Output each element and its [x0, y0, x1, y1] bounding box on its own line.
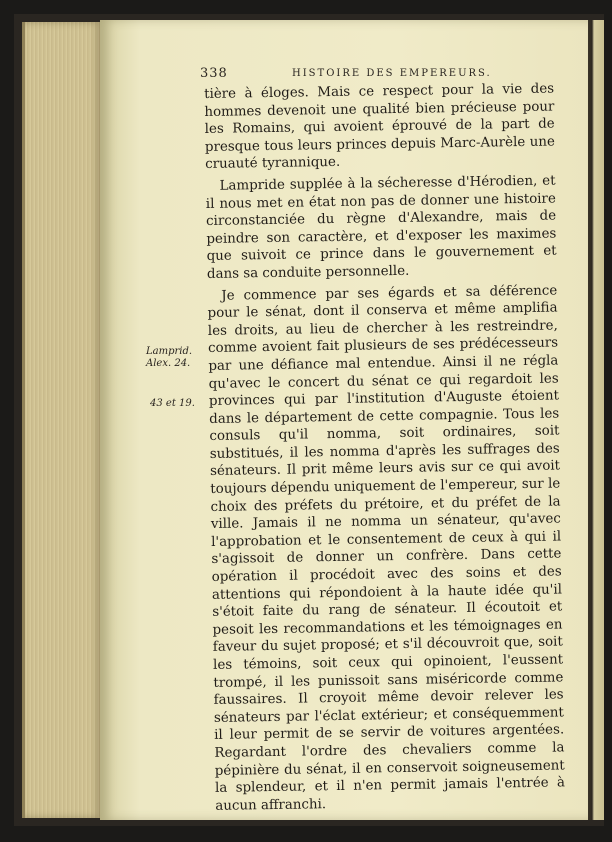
paragraph: Je commence par ses égards et sa déférence pour le sénat, dont il conserva et même amplifia les droits, au lieu de chercher à les restreindre, comme avoient fait plusieurs de ses prédécesseurs par une défiance mal entendue. Ainsi il ne régla qu'avec le concert du sénat ce qui regardoit les provinces qui par l'institution d'Auguste étoient dans le département de cette compagnie. Tous les consuls qu'il nomma, soit ordinaires, soit substitués, il les nomma d'après les suffrages des sénateurs. Il prit même leurs avis sur ce qui avoit toujours dépendu uniquement de l'empereur, sur le choix des préfets du prétoire, et du préfet de la ville. Jamais il ne nomma un sénateur, qu'avec l'approbation et le consentement de ceux à qui il s'agissoit de donner un confrère. Dans cette opération il procédoit avec des soins et des attentions qui répondoient à la haute idée qu'il s'étoit faite du rang de sénateur. Il écoutoit et pesoit les recommandations et les témoignages en faveur du sujet proposé; et s'il découvroit que, soit les témoins, soit ceux qui opinoient, l'eussent trompé, il les punissoit sans miséricorde comme faussaires. Il croyoit même devoir relever les sénateurs par l'éclat extérieur; et conséquemment il leur permit de se servir de voitures argentées. Regardant l'ordre des chevaliers comme la pépinière du sénat, il en conservoit soigneusement la splendeur, et il n'en permit jamais l'entrée à aucun affranchi. — [207, 283, 566, 814]
margin-note-reference: 43 et 19. — [150, 398, 195, 409]
margin-note-line: Alex. 24. — [146, 358, 191, 369]
page-number: 338 — [200, 66, 228, 81]
body-text — [204, 81, 565, 816]
paragraph: tière à éloges. Mais ce respect pour la vie des hommes devenoit une qualité bien précieuse pour les Romains, qui avoient éprouvé de la part de presque tous leurs princes depuis Marc-Aurèle une cruauté tyrannique. — [204, 81, 556, 173]
running-head: HISTOIRE DES EMPEREURS. — [292, 68, 492, 79]
margin-note-lampridius — [146, 346, 192, 370]
paragraph: Lampride supplée à la sécheresse d'Hérodien, et il nous met en état non pas de donner une histoire circonstanciée du règne d'Alexandre, mais de peindre son caractère, et d'exposer les maximes que suivoit ce prince dans le gouvernement et dans sa conduite personnelle. — [205, 173, 557, 282]
right-page-edge — [588, 20, 604, 820]
page-edges — [22, 22, 103, 818]
margin-note-line: Lamprid. — [146, 346, 193, 357]
